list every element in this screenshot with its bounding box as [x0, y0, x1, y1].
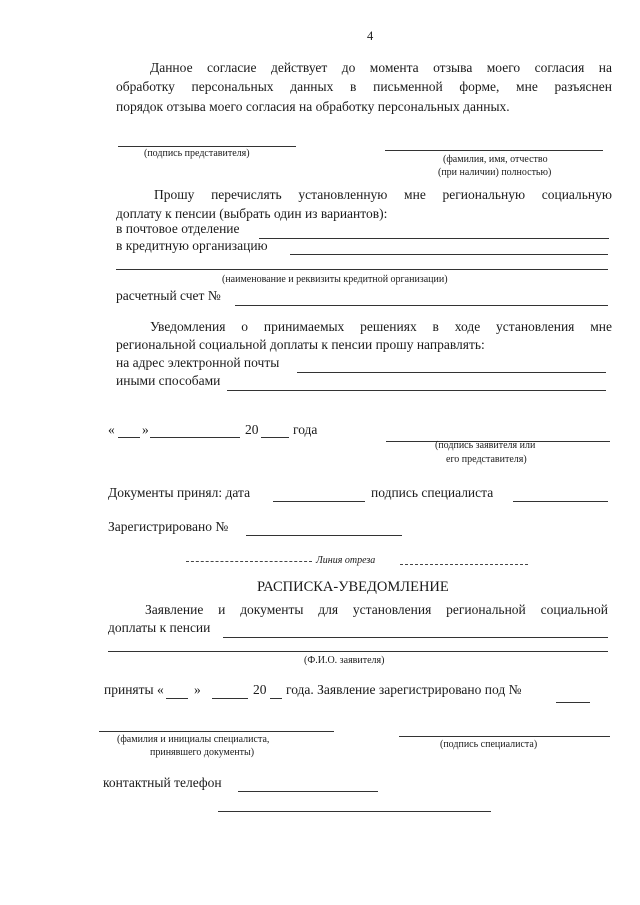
- applicant-fio-caption: (Ф.И.О. заявителя): [304, 655, 385, 666]
- date-open-quote: «: [108, 422, 115, 437]
- specialist-signature-line[interactable]: [399, 736, 610, 737]
- accepted-day-field[interactable]: [166, 698, 188, 699]
- accepted-year-field[interactable]: [270, 698, 282, 699]
- accepted-year-prefix: 20: [253, 682, 267, 697]
- phone-field-2[interactable]: [218, 811, 491, 812]
- representative-fio-caption-2: (при наличии) полностью): [438, 167, 552, 178]
- date-day-field[interactable]: [118, 437, 140, 438]
- post-office-field[interactable]: [259, 238, 609, 239]
- phone-field[interactable]: [238, 791, 378, 792]
- cut-line-left: [186, 561, 312, 562]
- receipt-applicant-field[interactable]: [223, 637, 608, 638]
- phone-label: контактный телефон: [103, 775, 222, 790]
- representative-signature-line[interactable]: [118, 146, 296, 147]
- credit-org-details-field[interactable]: [116, 269, 608, 270]
- post-office-label: в почтовое отделение: [116, 221, 240, 236]
- other-methods-field[interactable]: [227, 390, 606, 391]
- cut-line-right: [400, 564, 528, 565]
- date-month-field[interactable]: [150, 437, 240, 438]
- registered-number-field[interactable]: [246, 535, 402, 536]
- docs-accepted-date-field[interactable]: [273, 501, 365, 502]
- date-year-word: года: [293, 422, 318, 437]
- date-year-field[interactable]: [261, 437, 289, 438]
- specialist-signature-label: подпись специалиста: [371, 485, 494, 500]
- cut-line-label: Линия отреза: [316, 555, 376, 566]
- specialist-fio-caption-2: принявшего документы): [150, 747, 255, 758]
- notify-line-2: региональной социальной доплаты к пенсии прошу направлять:: [116, 337, 485, 352]
- consent-line-2: обработку персональных данных в письменной форме, мне разъяснен: [116, 79, 612, 94]
- specialist-signature-caption: (подпись специалиста): [440, 739, 538, 750]
- email-field[interactable]: [297, 372, 606, 373]
- representative-signature-caption: (подпись представителя): [144, 148, 250, 159]
- receipt-line-1: Заявление и документы для установления региональной социальной: [145, 602, 608, 617]
- credit-org-label: в кредитную организацию: [116, 238, 268, 253]
- specialist-signature-field[interactable]: [513, 501, 608, 502]
- credit-org-caption: (наименование и реквизиты кредитной организации): [222, 274, 448, 285]
- representative-fio-line[interactable]: [385, 150, 603, 151]
- registration-number-field[interactable]: [556, 702, 590, 703]
- other-methods-label: иными способами: [116, 373, 221, 388]
- consent-line-3: порядок отзыва моего согласия на обработку персональных данных.: [116, 99, 510, 114]
- account-label: расчетный счет №: [116, 288, 221, 303]
- specialist-fio-line[interactable]: [99, 731, 334, 732]
- accepted-prefix: приняты «: [104, 682, 164, 697]
- accepted-suffix: года. Заявление зарегистрировано под №: [286, 682, 522, 697]
- date-year-prefix: 20: [245, 422, 259, 437]
- representative-fio-caption-1: (фамилия, имя, отчество: [443, 154, 548, 165]
- account-field[interactable]: [235, 305, 608, 306]
- receipt-applicant-field-2[interactable]: [108, 651, 608, 652]
- accepted-close-quote: »: [194, 682, 201, 697]
- email-label: на адрес электронной почты: [116, 355, 280, 370]
- registered-label: Зарегистрировано №: [108, 519, 229, 534]
- specialist-fio-caption-1: (фамилия и инициалы специалиста,: [117, 734, 270, 745]
- applicant-signature-caption-2: его представителя): [446, 454, 527, 465]
- accepted-month-field[interactable]: [212, 698, 248, 699]
- receipt-line-2: доплаты к пенсии: [108, 620, 211, 635]
- docs-accepted-label: Документы принял: дата: [108, 485, 251, 500]
- consent-line-1: Данное согласие действует до момента отзыва моего согласия на: [150, 60, 612, 75]
- transfer-line-2: доплату к пенсии (выбрать один из вариантов):: [116, 206, 388, 221]
- applicant-signature-caption-1: (подпись заявителя или: [435, 440, 536, 451]
- credit-org-field[interactable]: [290, 254, 608, 255]
- transfer-line-1: Прошу перечислять установленную мне региональную социальную: [154, 187, 612, 202]
- notify-line-1: Уведомления о принимаемых решениях в ходе установления мне: [150, 319, 612, 334]
- page-number: 4: [367, 29, 374, 43]
- date-close-quote: »: [142, 422, 149, 437]
- receipt-title: РАСПИСКА-УВЕДОМЛЕНИЕ: [257, 579, 449, 595]
